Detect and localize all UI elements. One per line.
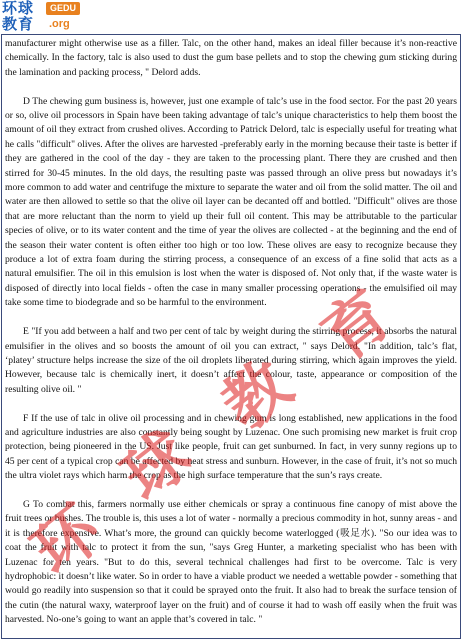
logo-suffix: .org [49, 18, 70, 30]
watermark-char-3: 教 [209, 347, 306, 446]
logo-text-line2: 教育 [2, 15, 35, 33]
paragraph-continuation: manufacturer might otherwise use as a filler. Talc, on the other hand, makes an ideal filler because it’s non-reactive chemically. In the factory, talc is also used to dust the gum base pellets and to stop the chewing gum sticking during the lamination and packing process, " Delord adds. [5, 38, 457, 78]
paragraph-f: F If the use of talc in olive oil processing and in chewing gum is long established, new applications in the food and agriculture industries are also constantly being sought by Luzenac. One such promising new market is fruit crop protection, being pioneered in the US. Just like people, fruit can get sunburned. In fact, in very sunny regions up to 45 per cent of a typical crop can be affected by heat stress and sunburn. However, in the case of fruit, it’s not so much the ultra violet rays which harm the crop as the high surface temperature that the sun’s rays create. [5, 412, 457, 482]
document-page [1, 34, 461, 639]
watermark-char-4: 育 [309, 277, 406, 376]
watermark-char-2: 球 [109, 417, 206, 516]
site-logo [0, 0, 112, 34]
logo-text-line1: 环球 [2, 0, 35, 17]
logo-badge: GEDU [46, 2, 80, 15]
paragraph-e: E "If you add between a half and two per cent of talc by weight during the stirring process, it absorbs the natural emulsifier in the olives and so boosts the amount of oil you can extract, " says Delord. "In addition, talc’s flat, ‘platey’ structure helps increase the size of the oil droplets liberated during stirring, which again improves the yield. However, because talc is chemically inert, it doesn’t affect the colour, taste, appearance or composition of the resulting olive oil. " [5, 326, 457, 395]
document-body [5, 37, 457, 639]
paragraph-d: D The chewing gum business is, however, just one example of talc’s use in the food sector. For the past 20 years or so, olive oil processors in Spain have been taking advantage of talc’s unique characteristics to help them boost the amount of oil they extract from crushed olives. According to Patrick Delord, talc is especially useful for treating what he calls "difficult" olives. After the olives are harvested -preferably early in the morning because their taste is better if they are gathered in the cool of the day - they are taken to the processing plant. There they are crushed and then stirred for 30-45 minutes. In the old days, the resulting paste was passed through an olive press but nowadays it’s more common to add water and centrifuge the mixture to separate the water and oil from the solid matter. The oil and water are then allowed to settle so that the olive oil layer can be decanted off and bottled. "Difficult" olives are those that are more reluctant than the norm to yield up their full oil content. This may be attributable to the particular species of olive, or to its water content and the time of year the olives are collected - at the beginning and the end of the season their water content is often either too high or too low. These olives are easy to recognize because they produce a lot of extra foam during the stirring process, a consequence of an excess of a fine solid that acts as a natural emulsifier. The oil in this emulsion is lost when the water is disposed of. Not only that, if the waste water is disposed of directly into local fields - often the case in many smaller processing operations - the emulsified oil may take some time to biodegrade and so be harmful to the environment. [5, 95, 457, 309]
watermark-char-1: 环 [19, 492, 116, 591]
paragraph-g: G To combat this, farmers normally use either chemicals or spray a continuous fine canopy of mist above the fruit trees or bushes. The trouble is, this uses a lot of water - normally a precious commodity in hot, sunny areas - and it is therefore expensive. What’s more, the ground can quickly become waterlogged (吸足水). "So our idea was to coat the fruit with talc to protect it from the sun, "says Greg Hunter, a marketing specialist who has been with Luzenac for ten years. "But to do this, several technical challenges had first to be overcome. Talc is very hydrophobic: it doesn’t like water. So in order to have a viable product we needed a wettable powder - something that would go readily into suspension so that it could be sprayed onto the fruit. It also had to break the surface tension of the cutin (the natural waxy, waterproof layer on the fruit) and of course it had to wash off easily when the fruit was harvested. No-one’s going to want an apple that’s covered in talc. " [5, 498, 457, 626]
